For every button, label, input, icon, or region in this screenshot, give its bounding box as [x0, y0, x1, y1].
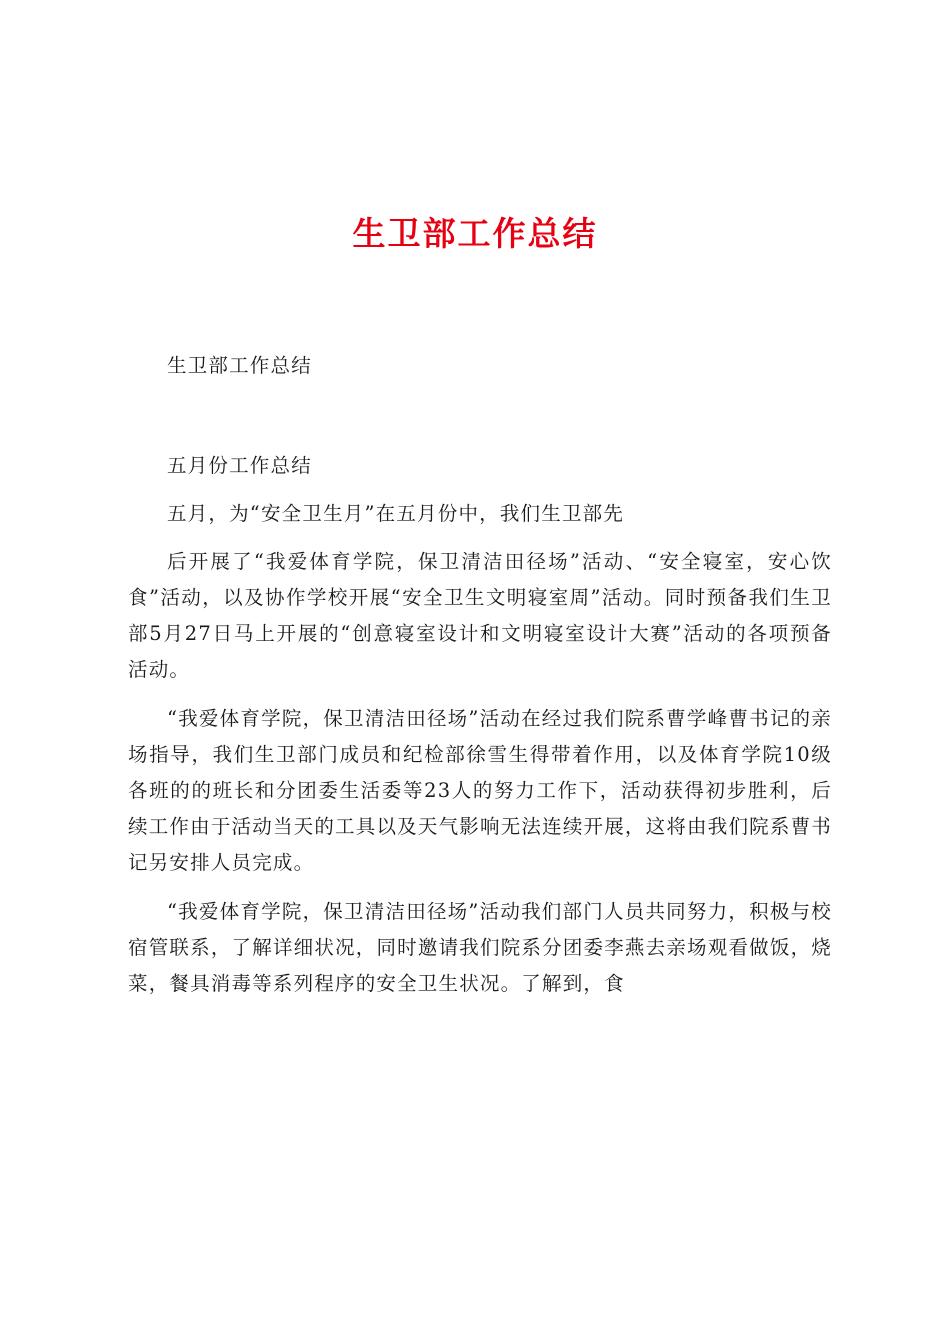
paragraph-3: “我爱体育学院，保卫清洁田径场”活动在经过我们院系曹学峰曹书记的亲场指导，我们生卫部门成员和纪检部徐雪生得带着作用，以及体育学院10级各班的的班长和分团委生活委等23人的努力工作下，活动获得初步胜利，后续工作由于活动当天的工具以及天气影响无法连续开展，这将由我们院系曹书记另安排人员完成。: [128, 707, 832, 874]
subtitle-text: 生卫部工作总结: [167, 354, 312, 377]
section-heading: [128, 448, 832, 484]
section-heading-text: 五月份工作总结: [167, 454, 312, 477]
paragraph-4: “我爱体育学院，保卫清洁田径场”活动我们部门人员共同努力，积极与校宿管联系，了解详细状况，同时邀请我们院系分团委李燕去亲场观看做饭，烧菜，餐具消毒等系列程序的安全卫生状况。了解到，食: [128, 900, 832, 995]
paragraph-1: 五月，为“安全卫生月”在五月份中，我们生卫部先: [167, 502, 625, 525]
document-title: 生卫部工作总结: [352, 214, 598, 253]
paragraph-2: 后开展了“我爱体育学院，保卫清洁田径场”活动、“安全寝室，安心饮食”活动，以及协作学校开展“安全卫生文明寝室周”活动。同时预备我们生卫部5月27日马上开展的“创意寝室设计和文明寝室设计大赛”活动的各项预备活动。: [128, 550, 832, 681]
document-body: [128, 496, 832, 1015]
document-subtitle: [128, 348, 832, 384]
